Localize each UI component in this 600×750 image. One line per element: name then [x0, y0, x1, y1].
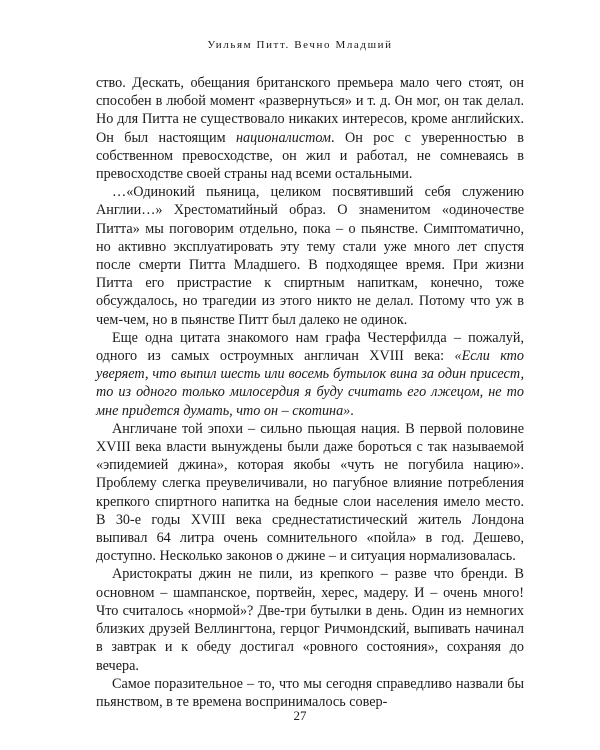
paragraph-4: Англичане той эпохи – сильно пьющая нация. В первой половине XVIII века власти вынуждены были даже бороться с так называемой «эпидемией джина», которая якобы «чуть не погубила нацию». Проблему слегка преувеличивали, но пагубное влияние потребления крепкого спиртного напитка на бедные слои населения имело место. В 30-е годы XVIII века среднестатистический житель Лондона выпивал 64 литра очень сомнительного «пойла» в год. Дешево, доступно. Несколько законов о джине – и ситуация нормализовалась.: [96, 420, 524, 565]
paragraph-1-emphasis: националистом: [236, 129, 331, 146]
paragraph-1: [96, 74, 524, 183]
chesterfield-quote: «Если кто уверяет, что выпил шесть или восемь бутылок вина за один присест, то из одного только милосердия я буду считать его лжецом, не то мне придется думать, что он – скотина»: [96, 348, 524, 419]
running-title: Уильям Питт. Вечно Младший: [207, 39, 393, 51]
paragraph-3-text-a: Еще одна цитата знакомого нам графа Честерфилда – пожалуй, одного из самых остроумных англичан XVIII века:: [96, 329, 524, 365]
paragraph-5: Аристократы джин не пили, из крепкого – разве что бренди. В основном – шампанское, портвейн, херес, мадеру. И – очень много! Что считалось «нормой»? Две-три бутылки в день. Один из немногих близких друзей Веллингтона, герцог Ричмондский, выпивать начинал в завтрак и к обеду достигал «ровного состояния», сохраняя до вечера.: [96, 566, 524, 674]
paragraph-3: [96, 329, 524, 420]
paragraph-1-text-b: . Он рос с уверенностью в собственном превосходстве, он жил и работал, не сомневаясь в превосходстве своей страны над всеми остальными.: [96, 129, 524, 183]
paragraph-3-text-b: .: [350, 402, 354, 419]
paragraph-6: Самое поразительное – то, что мы сегодня справедливо назвали бы пьянством, в те времена воспринималось совер-: [96, 675, 524, 710]
body-text: [96, 74, 524, 711]
paragraph-2: …«Одинокий пьяница, целиком посвятивший себя служению Англии…» Хрестоматийный образ. О знаменитом «одиночестве Питта» мы поговорим отдельно, пока – о пьянстве. Симптоматично, но активно эксплуатировать эту тему стали уже много лет спустя после смерти Питта Младшего. В подходящее время. При жизни Питта его пристрастие к спиртным напиткам, конечно, тоже обсуждалось, но трагедии из этого никто не делал. Потому что уж в чем-чем, но в пьянстве Питт был далеко не одинок.: [96, 184, 524, 328]
paragraph-1-text-a: ство. Дескать, обещания британского премьера мало чего стоят, он способен в любой момент «развернуться» и т. д. Он мог, он так делал. Но для Питта не существовало никаких интересов, кроме английских. Он был настоящим: [96, 75, 524, 146]
page-number: 27: [293, 708, 307, 723]
